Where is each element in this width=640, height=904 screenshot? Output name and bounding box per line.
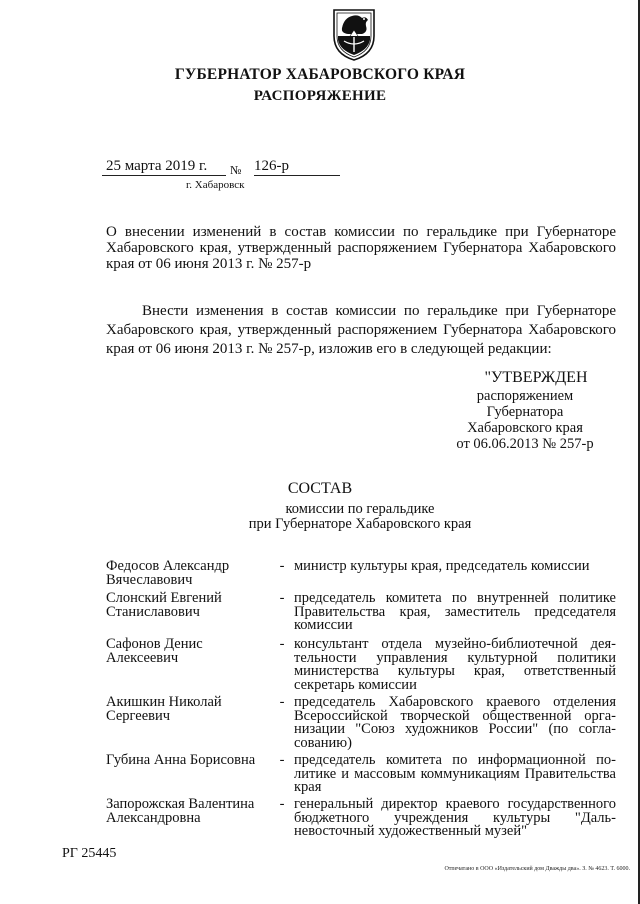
- registration-code: РГ 25445: [62, 846, 117, 861]
- document-subject: О внесении изменений в состав комиссии по геральдике при Губернаторе Хабаровского края, утвержденный распоряжением Губернатора Хабаровского края от 06 июня 2013 г. № 257-р: [106, 224, 616, 272]
- member-name: Запорожская Валентина Александровна: [106, 796, 255, 826]
- coat-of-arms-icon: [328, 6, 380, 62]
- composition-subtitle-line: комиссии по геральдике: [285, 501, 435, 517]
- composition-subtitle-line: при Губернаторе Хабаровского края: [248, 516, 472, 532]
- member-dash: -: [279, 694, 285, 710]
- member-role: генеральный директор краевого государственного бюджетного учреждения культуры "Дальневосточный художественный музей": [294, 796, 616, 839]
- document-date: 25 марта 2019 г.: [106, 158, 208, 174]
- document-city: г. Хабаровск: [186, 179, 245, 191]
- member-role: консультант отдела музейно-библиотечной деятельности управления культурной политики министерства культуры края, ответственный секретарь комиссии: [294, 636, 616, 693]
- member-dash: -: [279, 796, 285, 812]
- member-dash: -: [279, 636, 285, 652]
- print-note: Отпечатано в ООО «Издательский дом Дважды два». З. № 4623. Т. 6000.: [444, 866, 630, 872]
- document-number: 126-р: [254, 158, 289, 174]
- date-underline: [102, 175, 226, 176]
- approval-line: Хабаровского края: [467, 420, 583, 436]
- member-dash: -: [279, 558, 285, 574]
- document-type: РАСПОРЯЖЕНИЕ: [253, 88, 387, 104]
- member-role: министр культуры края, председатель комиссии: [294, 558, 590, 574]
- composition-title: СОСТАВ: [287, 480, 353, 497]
- approval-stamp: [430, 368, 620, 452]
- number-underline: [254, 175, 340, 176]
- member-name: Губина Анна Борисовна: [106, 752, 256, 768]
- member-dash: -: [279, 590, 285, 606]
- document-body: Внести изменения в состав комиссии по геральдике при Губернаторе Хабаровского края, утвержденный распоряжением Губернатора Хабаровского края от 06 июня 2013 г. № 257-р, изложив его в следующей редакции:: [106, 303, 616, 357]
- member-name: Слонский Евгений Станиславович: [106, 590, 222, 620]
- approval-line: распоряжением: [476, 388, 574, 404]
- approval-head: "УТВЕРЖДЕН: [484, 369, 588, 386]
- member-role: председатель комитета по внутренней политике Правительства края, заместитель председателя комиссии: [294, 590, 616, 633]
- approval-line: от 06.06.2013 № 257-р: [456, 436, 594, 452]
- approval-line: Губернатора: [486, 404, 564, 420]
- member-name: Сафонов Денис Алексеевич: [106, 636, 203, 666]
- member-name: Федосов Александр Вячеславович: [106, 558, 230, 588]
- member-dash: -: [279, 752, 285, 768]
- number-sign: №: [230, 163, 242, 177]
- member-role: председатель Хабаровского краевого отделения Всероссийской творческой общественной организации "Союз художников России" (по согласованию): [294, 694, 616, 751]
- member-role: председатель комитета по информационной политике и массовым коммуникациям Правительства края: [294, 752, 616, 795]
- issuer-title: ГУБЕРНАТОР ХАБАРОВСКОГО КРАЯ: [174, 66, 466, 83]
- member-name: Акишкин Николай Сергеевич: [106, 694, 222, 724]
- composition-subtitle: [240, 502, 480, 532]
